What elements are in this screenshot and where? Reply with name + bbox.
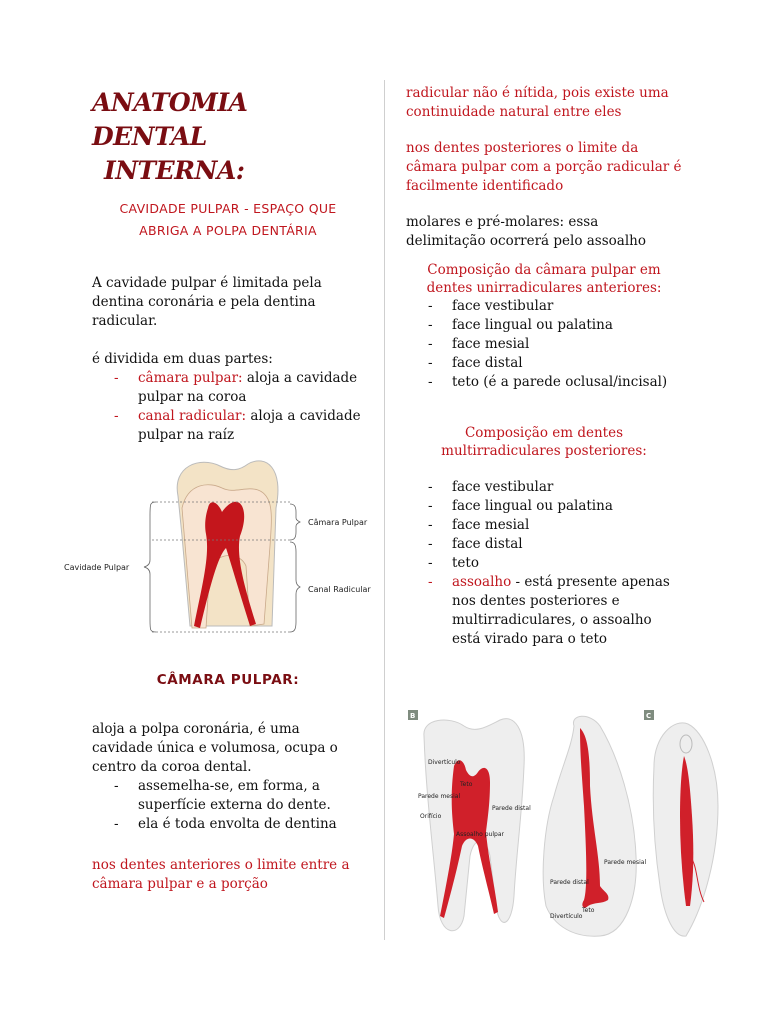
posterior-composition-title: Composição em dentes multirradiculares posteriores: (441, 425, 647, 459)
label-camara-pulpar: Câmara Pulpar (308, 518, 368, 527)
column-divider (384, 80, 385, 940)
photo-letter-c: C (646, 712, 652, 720)
list-item: - face lingual ou palatina (428, 498, 613, 514)
camara-section (92, 672, 364, 894)
divided-paragraph: é dividida em duas partes: (92, 351, 273, 367)
list-item: - face mesial (428, 336, 530, 352)
teeth-photo (404, 706, 730, 944)
list-item: - face vestibular (428, 298, 554, 314)
continued-paragraph: radicular não é nítida, pois existe uma continuidade natural entre eles (406, 85, 669, 120)
label-canal-radicular: Canal Radicular (308, 585, 371, 594)
list-item: - teto (428, 555, 479, 571)
label-orificio-b: Orifício (420, 813, 442, 820)
label-teto-mid: Teto (582, 907, 595, 914)
intro-paragraph: A cavidade pulpar é limitada pela dentina coronária e pela dentina radicular. (92, 275, 322, 329)
camara-list (92, 777, 364, 834)
page-title: ANATOMIA DENTAL INTERNA: (92, 88, 248, 185)
list-item: - assemelha-se, em forma, a superfície externa do dente. (114, 778, 331, 813)
list-item: - face distal (428, 355, 523, 371)
posterior-note: nos dentes posteriores o limite da câmara pulpar com a porção radicular é facilmente identificado (406, 140, 682, 194)
list-item: - câmara pulpar: aloja a cavidade pulpar na coroa (114, 370, 358, 405)
list-item: - ela é toda envolta de dentina (114, 816, 337, 832)
label-diverticulo-b: Divertículo (428, 759, 461, 766)
list-item: - face distal (428, 536, 523, 552)
section-title-camara: CÂMARA PULPAR: (156, 672, 300, 688)
label-diverticulo-mid: Divertículo (550, 913, 583, 920)
tooth-diagram (60, 456, 380, 646)
molars-note: molares e pré-molares: essa delimitação ocorrerá pelo assoalho (406, 214, 646, 249)
label-parede-mesial-mid: Parede mesial (604, 859, 647, 866)
label-teto-b: Teto (460, 781, 473, 788)
camara-paragraph: aloja a polpa coronária, é uma cavidade única e volumosa, ocupa o centro da coroa dental. (92, 721, 338, 775)
list-item: - assoalho - está presente apenas nos dentes posteriores e multirradiculares, o assoalho está virado para o teto (428, 574, 670, 647)
subtitle: CAVIDADE PULPAR - ESPAÇO QUE ABRIGA A POLPA DENTÁRIA (119, 201, 337, 238)
right-column (406, 84, 682, 649)
label-assoalho-b: Assoalho pulpar (456, 831, 504, 838)
label-parede-mesial-b: Parede mesial (418, 793, 461, 800)
posterior-composition-list (406, 478, 682, 649)
label-parede-distal-mid: Parede distal (550, 879, 589, 886)
list-item: - face lingual ou palatina (428, 317, 613, 333)
list-item: - teto (é a parede oclusal/incisal) (428, 374, 668, 390)
photo-letter-b: B (410, 712, 416, 720)
label-cavidade-pulpar: Cavidade Pulpar (64, 563, 130, 572)
anterior-note: nos dentes anteriores o limite entre a câmara pulpar e a porção (92, 857, 350, 892)
left-column (92, 86, 364, 445)
list-item: - canal radicular: aloja a cavidade pulpar na raíz (114, 408, 361, 443)
anterior-composition-title: Composição da câmara pulpar em dentes unirradiculares anteriores: (426, 262, 662, 296)
parts-list (92, 369, 364, 445)
anterior-composition-list (406, 297, 682, 392)
label-parede-distal-b: Parede distal (492, 805, 531, 812)
list-item: - face vestibular (428, 479, 554, 495)
list-item: - face mesial (428, 517, 530, 533)
